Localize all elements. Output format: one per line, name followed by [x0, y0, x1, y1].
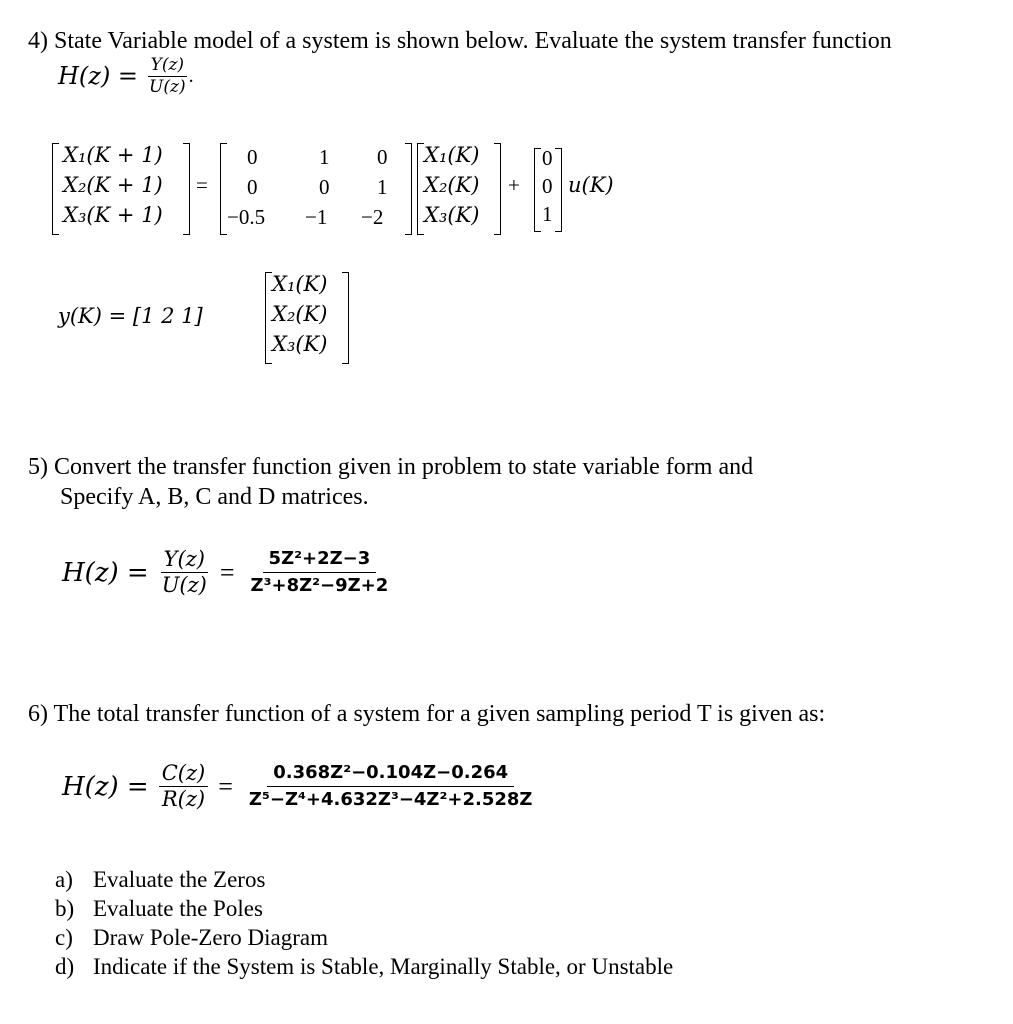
list-item-label: b)	[55, 896, 75, 921]
a-cell: 0	[377, 145, 388, 169]
q6-statement: 6) The total transfer function of a system for a given sampling period T is given as:	[28, 701, 826, 727]
b-cell: 1	[542, 202, 553, 226]
q5-statement-line1: 5) Convert the transfer function given in problem to state variable form and	[28, 454, 754, 480]
b-cell: 0	[542, 174, 553, 198]
list-item-text: Indicate if the System is Stable, Marginally Stable, or Unstable	[93, 954, 674, 979]
a-cell: −2	[361, 205, 384, 229]
q4-input: u(K)	[568, 173, 614, 197]
list-item	[55, 923, 673, 952]
q4-lhs-vector	[52, 143, 190, 235]
q5-frac1-den: U(z)	[161, 573, 207, 598]
q6-transfer-function	[62, 762, 538, 811]
q4-frac-den: U(z)	[149, 76, 186, 97]
q5-statement-line2: Specify A, B, C and D matrices.	[60, 484, 369, 510]
q6-fraction1	[159, 762, 209, 811]
list-item	[55, 894, 673, 923]
state-row: X₂(K)	[272, 302, 328, 326]
a-cell: 0	[319, 175, 330, 199]
q6-fraction2	[243, 763, 539, 810]
q5-frac1-num: Y(z)	[161, 548, 208, 573]
list-item-label: d)	[55, 954, 75, 979]
q4-period: .	[188, 64, 194, 87]
list-item-label: a)	[55, 867, 73, 892]
b-cell: 0	[542, 146, 553, 170]
q4-b-vector	[534, 148, 562, 232]
list-item-label: c)	[55, 925, 73, 950]
q4-hz-label: H(z) =	[58, 62, 139, 91]
q5-fraction2	[245, 549, 395, 596]
state-row: X₂(K)	[424, 173, 480, 197]
list-item-text: Draw Pole-Zero Diagram	[93, 925, 329, 950]
a-cell: 1	[319, 145, 330, 169]
q6-task-list	[55, 865, 673, 981]
q4-plus: +	[508, 173, 520, 197]
list-item	[55, 952, 673, 981]
list-item-text: Evaluate the Poles	[93, 896, 263, 921]
q4-transfer-function	[58, 56, 194, 96]
q6-frac2-num: 0.368Z²−0.104Z−0.264	[267, 763, 514, 787]
q6-equals: =	[218, 771, 233, 801]
q5-frac2-den: Z³+8Z²−9Z+2	[250, 575, 389, 597]
a-cell: −0.5	[227, 205, 266, 229]
q4-frac-num: Y(z)	[148, 56, 187, 77]
q4-output-eq: y(K) = [1 2 1]	[58, 304, 203, 328]
list-item	[55, 865, 673, 894]
q5-hz-label: H(z) =	[62, 557, 149, 588]
q4-lhs-row: X₁(K + 1)	[63, 143, 163, 167]
q4-lhs-row: X₃(K + 1)	[63, 203, 163, 227]
q4-fraction	[146, 56, 189, 96]
q6-frac1-num: C(z)	[159, 762, 209, 787]
q5-equals: =	[219, 557, 235, 587]
q4-statement: 4) State Variable model of a system is shown below. Evaluate the system transfer function	[28, 28, 892, 54]
list-item-text: Evaluate the Zeros	[93, 867, 266, 892]
q4-state-vector	[417, 143, 501, 235]
q4-equals: =	[196, 173, 208, 197]
q6-frac1-den: R(z)	[161, 787, 206, 812]
a-cell: 0	[247, 145, 258, 169]
a-cell: 0	[247, 175, 258, 199]
state-row: X₁(K)	[424, 143, 480, 167]
q5-transfer-function	[62, 548, 394, 597]
q6-hz-label: H(z) =	[62, 771, 149, 802]
state-row: X₁(K)	[272, 272, 328, 296]
q4-a-matrix	[220, 143, 412, 235]
a-cell: −1	[305, 205, 328, 229]
q6-frac2-den: Z⁵−Z⁴+4.632Z³−4Z²+2.528Z	[248, 789, 533, 811]
q5-fraction1	[159, 548, 210, 597]
q4-output-state-vector	[265, 272, 349, 364]
state-row: X₃(K)	[272, 332, 328, 356]
a-cell: 1	[377, 175, 388, 199]
q5-frac2-num: 5Z²+2Z−3	[263, 549, 377, 573]
q4-lhs-row: X₂(K + 1)	[63, 173, 163, 197]
state-row: X₃(K)	[424, 203, 480, 227]
